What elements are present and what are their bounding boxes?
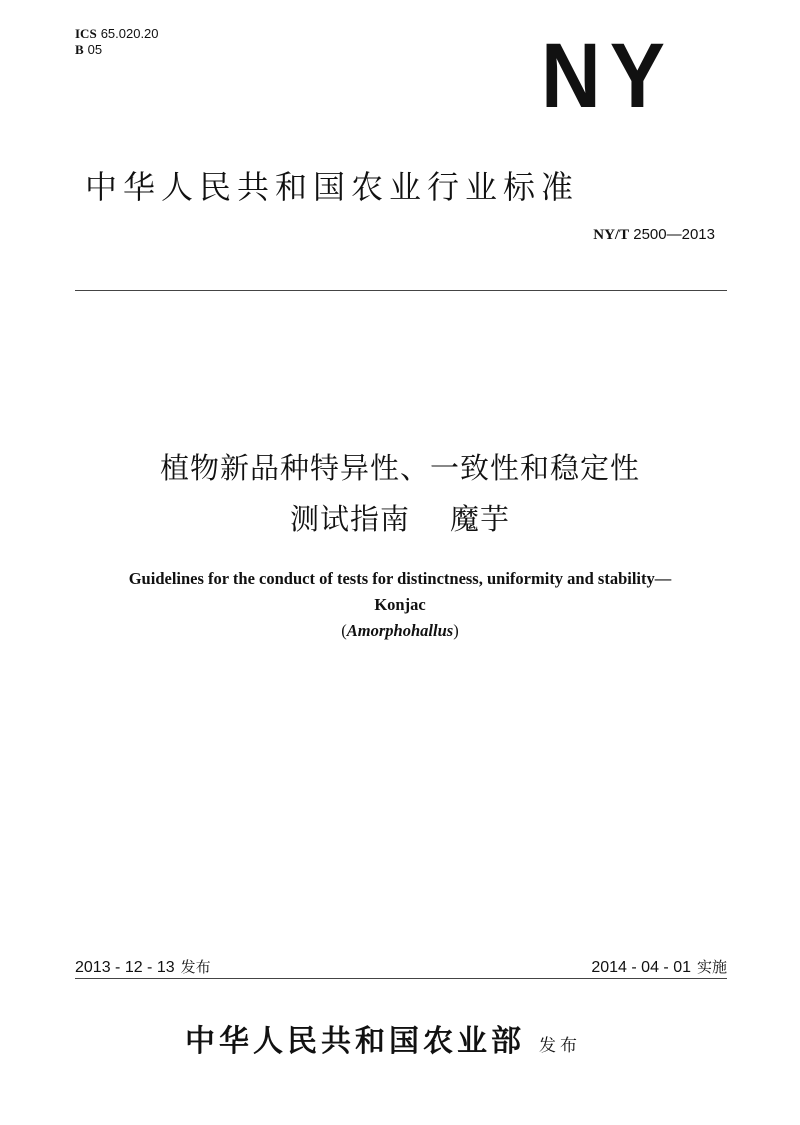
ccs-code: 05 xyxy=(87,42,103,57)
implement-label: 实施 xyxy=(696,958,727,976)
issue-date-line xyxy=(75,956,211,977)
chinese-title-line1: 植物新品种特异性、一致性和稳定性 xyxy=(159,451,640,485)
latin-close-paren: ) xyxy=(453,621,459,640)
header-divider xyxy=(75,290,727,291)
chinese-title-line2 xyxy=(0,497,800,538)
chinese-title-line2-part2: 魔芋 xyxy=(450,502,511,536)
latin-open-paren: ( xyxy=(341,621,347,640)
ics-label: ICS xyxy=(75,26,97,41)
ccs-label: B xyxy=(75,42,84,57)
ics-code: 65.020.20 xyxy=(100,26,159,41)
standard-number xyxy=(540,226,715,244)
publisher-line xyxy=(185,1016,581,1060)
implement-date-line xyxy=(520,956,727,977)
chinese-title-line2-part1: 测试指南 xyxy=(289,502,410,536)
english-title-line2: Konjac xyxy=(374,595,426,614)
footer-divider xyxy=(75,978,727,979)
publisher-name: 中华人民共和国农业部 xyxy=(185,1024,525,1059)
latin-name: Amorphohallus xyxy=(346,621,454,640)
issue-label: 发布 xyxy=(180,958,211,976)
standard-number-value: 2500—2013 xyxy=(633,226,715,243)
english-title-latin-name xyxy=(0,621,800,641)
english-title-line1: Guidelines for the conduct of tests for distinctness, uniformity and stability— xyxy=(128,569,672,588)
ccs-line xyxy=(75,42,159,58)
classification-codes xyxy=(75,26,159,58)
implement-date: 2014 - 04 - 01 xyxy=(591,959,691,976)
standard-category-title: 中华人民共和国农业行业标准 xyxy=(85,168,580,206)
standard-number-prefix: NY/T xyxy=(593,227,630,243)
publisher-issued-label: 发布 xyxy=(539,1036,581,1056)
ny-logo: NY xyxy=(541,25,675,127)
issue-date: 2013 - 12 - 13 xyxy=(75,959,175,976)
ics-line xyxy=(75,26,159,42)
